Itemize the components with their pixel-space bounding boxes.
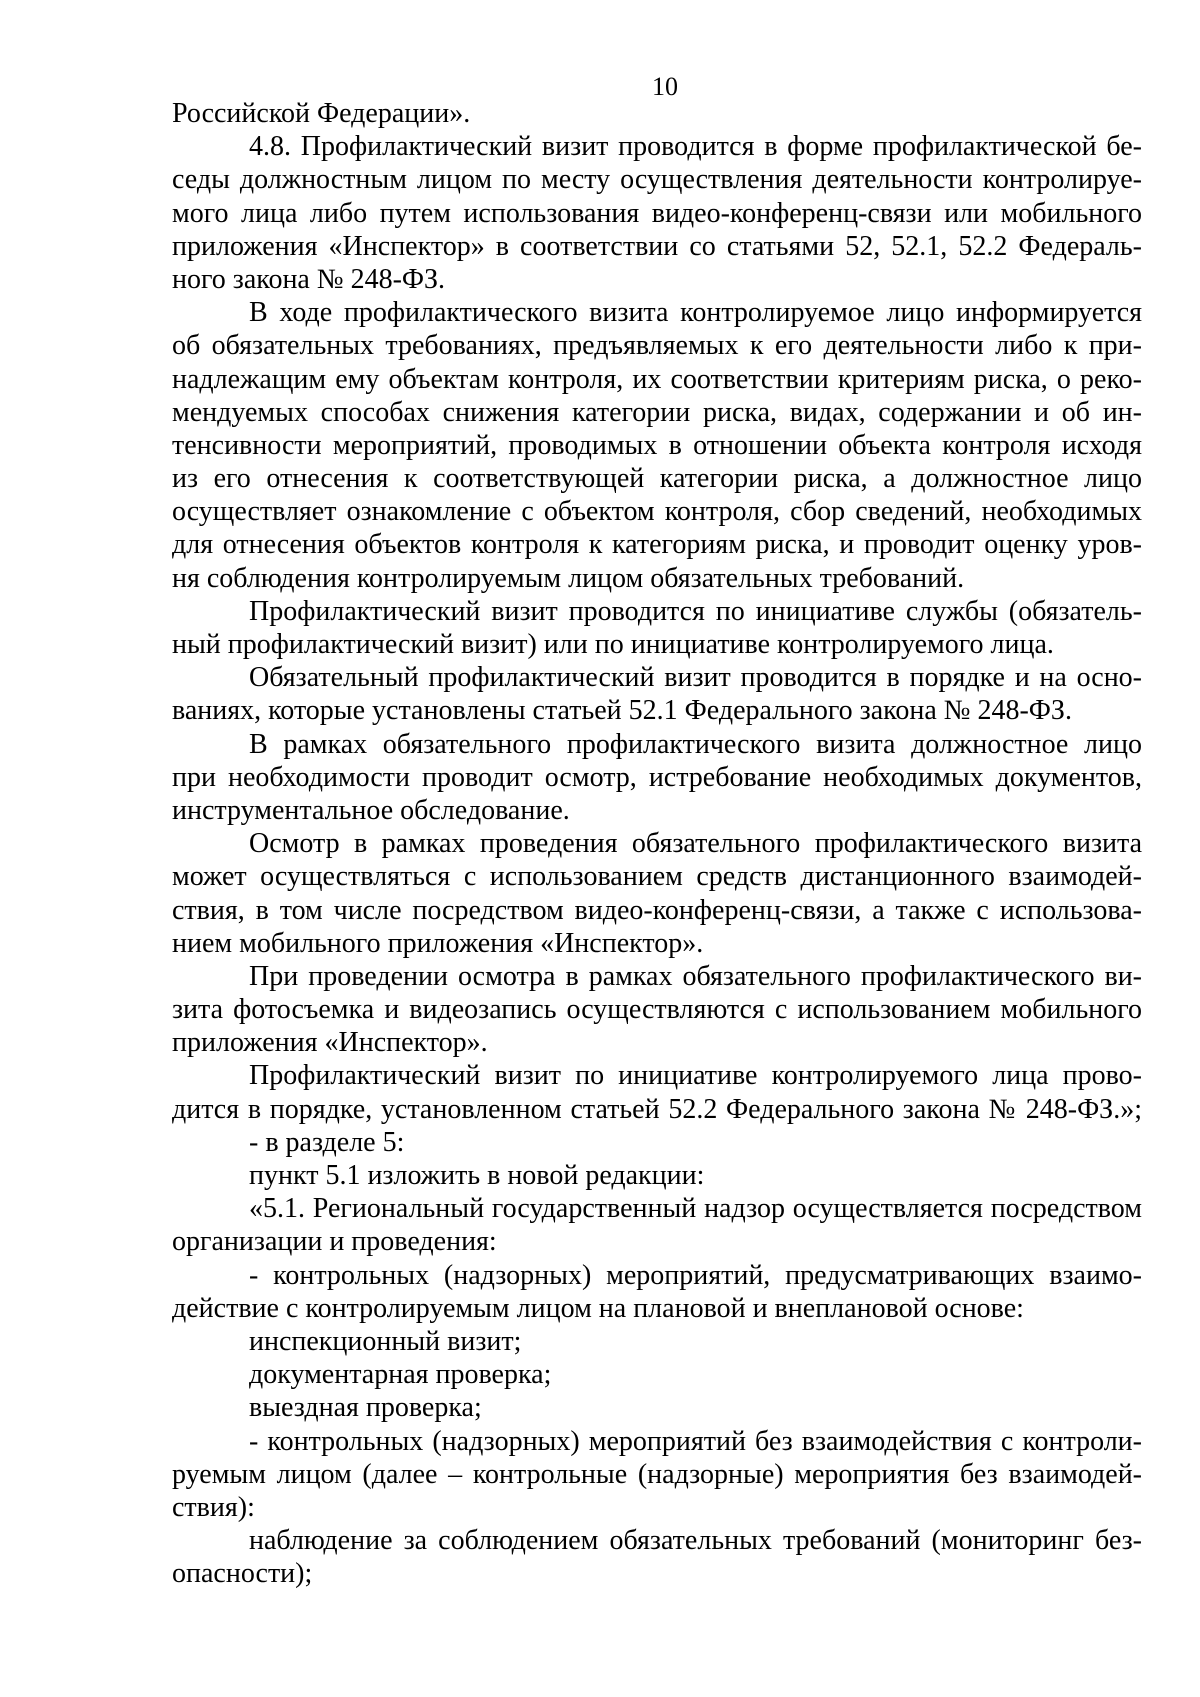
text-line: ня соблюдения контролируемым лицом обязательных требований. bbox=[172, 562, 965, 594]
text-line: организации и проведения: bbox=[172, 1226, 497, 1258]
text-line: надлежащим ему объектам контроля, их соответствии критериям риска, о реко- bbox=[172, 363, 1142, 395]
text-line: ный профилактический визит) или по инициативе контролируемого лица. bbox=[172, 629, 1054, 660]
text-line: приложения «Инспектор» в соответствии со статьями 52, 52.1, 52.2 Федераль- bbox=[172, 230, 1142, 262]
text-line: приложения «Инспектор». bbox=[172, 1027, 488, 1059]
text-line: ваниях, которые установлены статьей 52.1 Федерального закона № 248-ФЗ. bbox=[172, 695, 1072, 727]
text-line: Обязательный профилактический визит проводится в порядке и на осно- bbox=[249, 662, 1142, 694]
text-line: ствия): bbox=[172, 1491, 255, 1523]
text-line: из его отнесения к соответствующей категории риска, а должностное лицо bbox=[172, 463, 1142, 495]
text-line: пункт 5.1 изложить в новой редакции: bbox=[249, 1160, 705, 1191]
page-number: 10 bbox=[652, 72, 678, 101]
text-line: инструментальное обследование. bbox=[172, 794, 570, 826]
text-line: при необходимости проводит осмотр, истребование необходимых документов, bbox=[172, 761, 1142, 793]
text-line: инспекционный визит; bbox=[249, 1325, 522, 1357]
text-line: При проведении осмотра в рамках обязательного профилактического ви- bbox=[249, 960, 1142, 992]
text-line: наблюдение за соблюдением обязательных требований (мониторинг без- bbox=[249, 1525, 1142, 1557]
text-line: для отнесения объектов контроля к категориям риска, и проводит оценку уров- bbox=[172, 529, 1142, 561]
text-line: нием мобильного приложения «Инспектор». bbox=[172, 927, 704, 959]
text-line: Российской Федерации». bbox=[172, 98, 471, 129]
text-line: «5.1. Региональный государственный надзор осуществляется посредством bbox=[249, 1193, 1142, 1225]
text-line: действие с контролируемым лицом на плановой и внеплановой основе: bbox=[172, 1292, 1024, 1324]
text-line: седы должностным лицом по месту осуществления деятельности контролируе- bbox=[172, 164, 1142, 196]
text-line: ного закона № 248-ФЗ. bbox=[172, 263, 446, 295]
text-line: - контрольных (надзорных) мероприятий, предусматривающих взаимо- bbox=[249, 1259, 1142, 1291]
text-line: документарная проверка; bbox=[249, 1359, 552, 1391]
text-line: Осмотр в рамках проведения обязательного профилактического визита bbox=[249, 828, 1142, 860]
text-line: мого лица либо путем использования видео-конференц-связи или мобильного bbox=[172, 197, 1142, 229]
text-line: ствия, в том числе посредством видео-конференц-связи, а также с использова- bbox=[172, 894, 1142, 926]
text-line: мендуемых способах снижения категории риска, видах, содержании и об ин- bbox=[172, 396, 1142, 428]
document-body bbox=[172, 97, 1142, 1590]
text-line: - контрольных (надзорных) мероприятий без взаимодействия с контроли- bbox=[249, 1425, 1142, 1457]
text-line: руемым лицом (далее – контрольные (надзорные) мероприятия без взаимодей- bbox=[172, 1458, 1142, 1490]
text-line: об обязательных требованиях, предъявляемых к его деятельности либо к при- bbox=[172, 330, 1142, 362]
text-line: Профилактический визит по инициативе контролируемого лица прово- bbox=[249, 1060, 1142, 1092]
text-line: опасности); bbox=[172, 1558, 313, 1590]
text-line: дится в порядке, установленном статьей 52.2 Федерального закона № 248-ФЗ.»; bbox=[172, 1093, 1142, 1125]
text-line: В ходе профилактического визита контролируемое лицо информируется bbox=[249, 297, 1142, 329]
text-line: тенсивности мероприятий, проводимых в отношении объекта контроля исходя bbox=[172, 429, 1142, 461]
text-line: зита фотосъемка и видеозапись осуществляются с использованием мобильного bbox=[172, 994, 1142, 1026]
text-line: осуществляет ознакомление с объектом контроля, сбор сведений, необходимых bbox=[172, 496, 1142, 528]
text-line: - в разделе 5: bbox=[249, 1126, 405, 1158]
text-line: 4.8. Профилактический визит проводится в форме профилактической бе- bbox=[249, 131, 1142, 163]
text-line: В рамках обязательного профилактического визита должностное лицо bbox=[249, 728, 1142, 760]
text-line: Профилактический визит проводится по инициативе службы (обязатель- bbox=[249, 595, 1142, 627]
text-line: выездная проверка; bbox=[249, 1392, 482, 1424]
text-line: может осуществляться с использованием средств дистанционного взаимодей- bbox=[172, 861, 1142, 893]
